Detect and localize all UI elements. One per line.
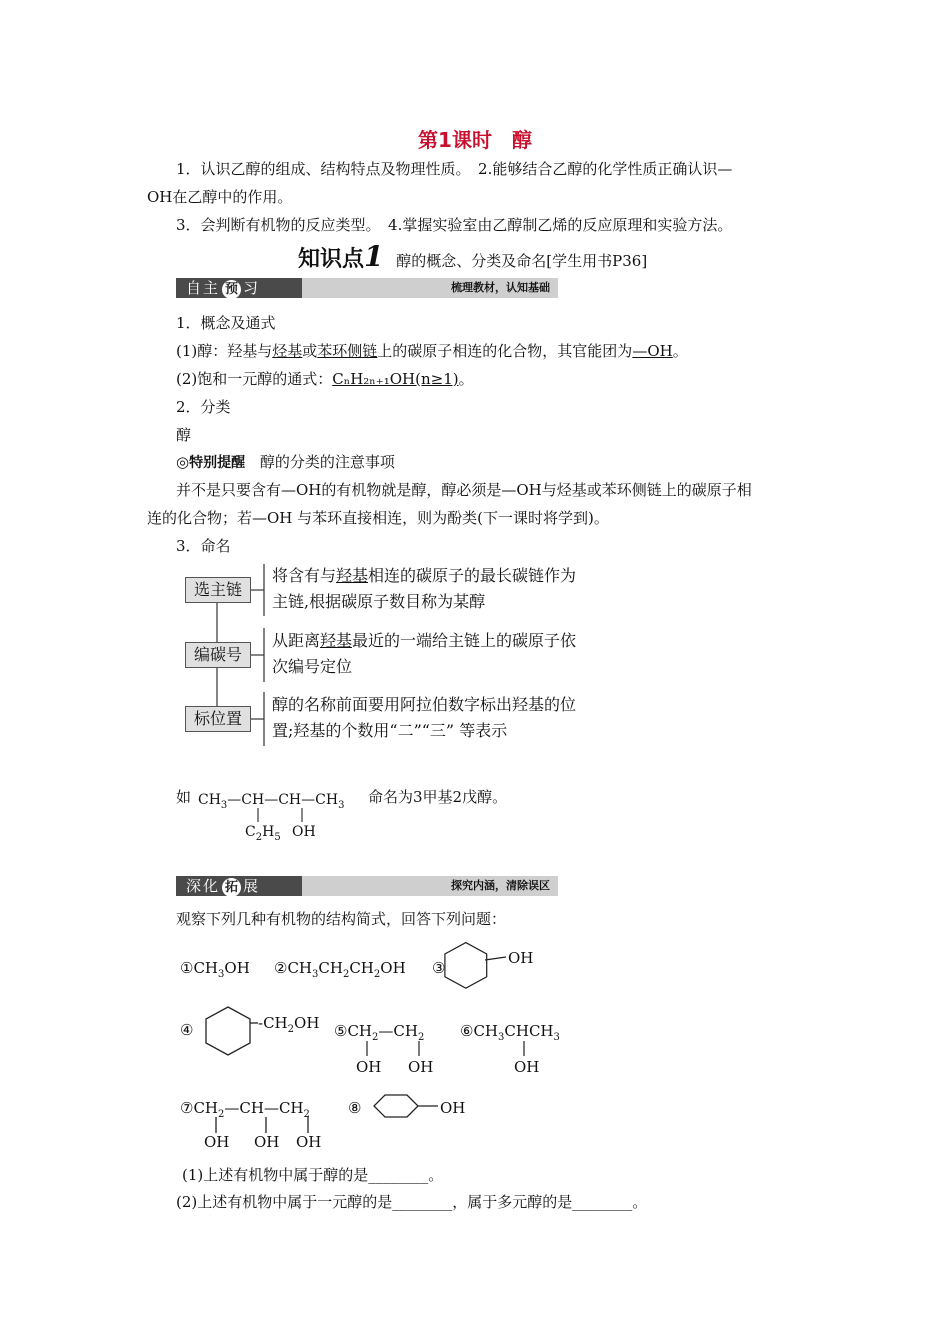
svg-text:OH: OH <box>254 1133 280 1151</box>
structure-formulas-5-6 <box>330 1010 580 1080</box>
banner-subtitle: 梳理教材，认知基础 <box>451 281 550 294</box>
svg-text:OH: OH <box>292 824 316 840</box>
knowledge-point-text: 醇的概念、分类及命名[学生用书P36] <box>396 252 648 270</box>
svg-text:OH: OH <box>440 1099 466 1117</box>
classification-word: 醇 <box>176 426 192 444</box>
svg-text:⑧: ⑧ <box>348 1099 362 1117</box>
naming-step-box-3: 标位置 <box>185 706 251 732</box>
svg-text:OH: OH <box>356 1058 382 1076</box>
example-prefix: 如 <box>176 788 192 806</box>
formula-line: (2)饱和一元醇的通式：CₙH₂ₙ₊₁OH(n≥1)。 <box>176 370 474 388</box>
svg-text:⑥CH3CHCH3: $⑥CH_3CHCH_3$ <box>460 1022 560 1043</box>
tip-icon: ◎ <box>176 453 190 471</box>
question-2: (2)上述有机物中属于一元醇的是________，属于多元醇的是________。 <box>176 1193 648 1211</box>
svg-text:②CH3CH2CH2OH: $②CH_3CH_2CH_2OH$ <box>274 959 406 980</box>
objective-line-3: 3．会判断有机物的反应类型。 4.掌握实验室由乙醇制乙烯的反应原理和实验方法。 <box>176 216 733 234</box>
banner-label: 深化 拓 展 <box>176 876 302 896</box>
knowledge-point-number: 1 <box>364 240 384 273</box>
svg-text:③: ③ <box>432 959 446 977</box>
section-3-heading: 3．命名 <box>176 537 231 555</box>
naming-step-text-2: 从距离羟基最近的一端给主链上的碳原子依 次编号定位 <box>272 631 577 676</box>
example-structure <box>190 784 370 850</box>
banner-deepening <box>176 876 558 896</box>
svg-text:OH: OH <box>204 1133 230 1151</box>
objective-line-1: 1．认识乙醇的组成、结构特点及物理性质。 2.能够结合乙醇的化学性质正确认识— <box>176 160 733 178</box>
question-1: (1)上述有机物中属于醇的是________。 <box>182 1166 444 1184</box>
svg-text:⑦CH2—CH—CH2: $⑦CH_2—CH—CH_2$ <box>180 1099 310 1120</box>
svg-text:CH3—CH—CH—CH3: $CH_3—CH—CH—CH_3$ <box>198 792 345 811</box>
page-title: 第1课时 醇 <box>418 128 532 152</box>
svg-text:OH: OH <box>296 1133 322 1151</box>
example-suffix: 命名为3甲基2戊醇。 <box>368 788 508 806</box>
naming-step-text-1: 将含有与羟基相连的碳原子的最长碳链作为 主链,根据碳原子数目称为某醇 <box>272 566 577 611</box>
svg-text:OH: OH <box>408 1058 434 1076</box>
svg-text:-CH2OH: $-CH_2OH$ <box>258 1014 320 1035</box>
exercise-intro: 观察下列几种有机物的结构简式，回答下列问题： <box>176 910 507 928</box>
svg-text:④: ④ <box>180 1021 194 1039</box>
naming-step-text-3: 醇的名称前面要用阿拉伯数字标出羟基的位 置;羟基的个数用“二”“三” 等表示 <box>272 695 577 740</box>
tip-text-2: 连的化合物；若—OH 与苯环直接相连，则为酚类(下一课时将学到)。 <box>147 509 609 527</box>
concept-line: (1)醇：羟基与烃基或苯环侧链上的碳原子相连的化合物，其官能团为—OH。 <box>176 342 688 360</box>
svg-text:⑤CH2—CH2: $⑤CH_2—CH_2$ <box>334 1022 425 1043</box>
knowledge-point-label: 知识点 <box>298 247 365 272</box>
naming-step-box-2: 编碳号 <box>185 642 251 668</box>
objective-line-2: OH在乙醇中的作用。 <box>147 188 293 206</box>
section-2-heading: 2．分类 <box>176 398 231 416</box>
tip-heading: ◎特别提醒 醇的分类的注意事项 <box>176 453 395 471</box>
tip-text-1: 并不是只要含有—OH的有机物就是醇，醇必须是—OH与烃基或苯环侧链上的碳原子相 <box>176 481 752 499</box>
section-1-heading: 1．概念及通式 <box>176 314 276 332</box>
svg-text:OH: OH <box>514 1058 540 1076</box>
svg-text:①CH3OH: $①CH_3OH$ <box>180 959 250 980</box>
banner-subtitle: 探究内涵，清除误区 <box>451 879 550 892</box>
banner-label: 自主 预 习 <box>176 278 302 298</box>
svg-text:OH: OH <box>508 949 534 967</box>
naming-step-box-1: 选主链 <box>185 577 251 603</box>
svg-text:C2H5: $C_2H_5$ <box>245 824 281 843</box>
